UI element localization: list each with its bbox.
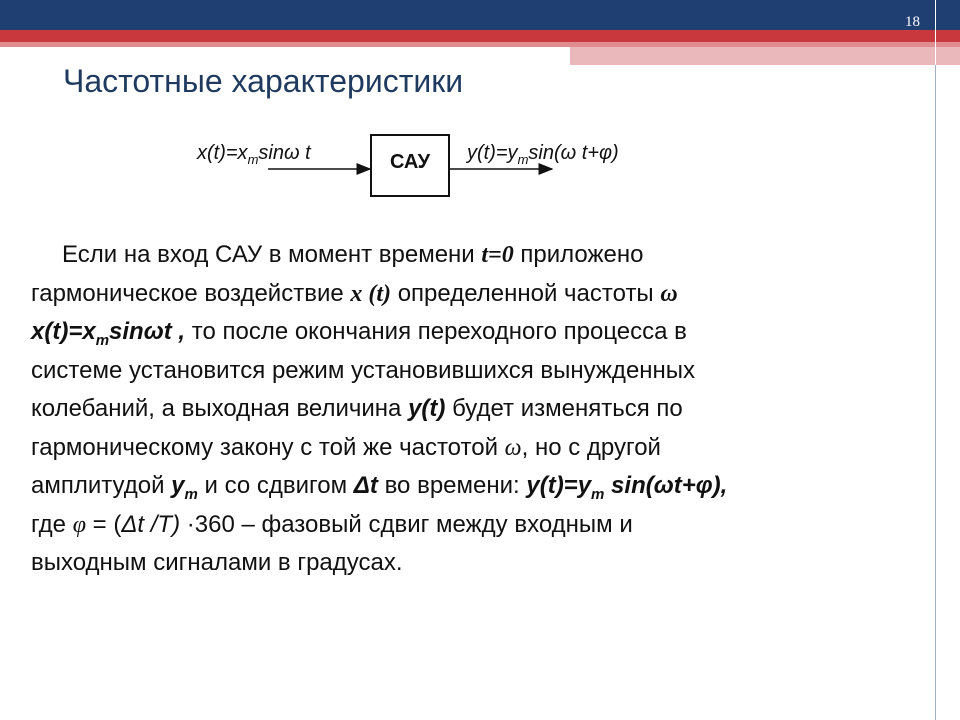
body-line-9: выходным сигналами в градусах. [31, 549, 403, 576]
page-number: 18 [905, 14, 920, 30]
body-line-1: Если на вход САУ в момент времени t=0 приложено [62, 241, 644, 268]
body-line-6: гармоническому закону с той же частотой ω, но с другой [31, 433, 661, 461]
body-line-2: гармоническое воздействие x (t) определенной частоты ω [31, 279, 678, 307]
body-paragraph [31, 236, 931, 583]
body-line-8: где φ = (Δt /T) ·360 – фазовый сдвиг между входным и [31, 510, 633, 538]
body-line-5: колебаний, а выходная величина y(t) будет изменяться по [31, 395, 683, 422]
t-zero: t=0 [481, 242, 514, 268]
output-signal-label: $y(t)=y_m\sin(\omega$ t+φ) [467, 142, 619, 167]
block-diagram [0, 0, 960, 260]
body-line-4: системе установится режим установившихся вынужденных [31, 356, 696, 384]
body-line-3: $x(t)=x_m\sin\omega t$ , то после окончания переходного процесса в [31, 318, 687, 349]
slide-title: Частотные характеристики [63, 63, 464, 99]
body-line-7: амплитудой $y_m$ и со сдвигом Δt во времени: $y(t)=y_m$ sin(ωt+φ), [31, 472, 728, 503]
sau-block-label: САУ [389, 151, 431, 173]
input-signal-label: $x(t)=x_m\sin\omega$ t [197, 142, 311, 167]
